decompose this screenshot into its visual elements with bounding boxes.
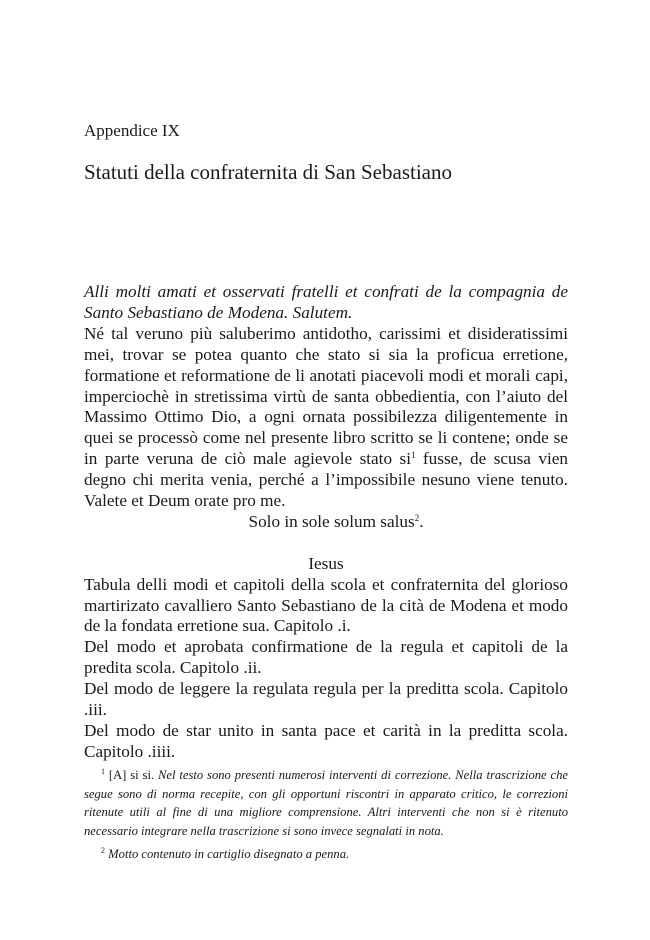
footnote-mark-2: 2 [101, 846, 105, 856]
footnote-ref-2: 2 [414, 512, 420, 523]
footnote-mark-1: 1 [101, 767, 105, 776]
footnote-1-italic: Nel testo sono presenti numerosi interventi di correzione. Nella trascrizione che segue sono di norma recepite, con gli opportuni riscontri in apparato critico, le correzioni ritenute utili al fine di una migliore comprensione. Altri interventi che non si è ritenuto necessario integrare nella trascrizione si sono invece segnalati in nota. [84, 768, 568, 838]
footnote-2 [84, 845, 568, 864]
tabula-entry: Del modo et aprobata confirmatione de la regula et capitoli de la predita scola. Capitolo .ii. [84, 637, 568, 678]
letter-paragraph [84, 324, 568, 512]
motto-text: Solo in sole solum salus [248, 511, 415, 531]
tabula-entry: Del modo de star unito in santa pace et carità in la preditta scola. Capitolo .iiii. [84, 721, 568, 761]
motto-line [84, 512, 568, 533]
footnote-1-plain: [A] si si. [108, 768, 158, 782]
letter-text-part2: fusse, de scusa vien degno chi merita venia, perché a l’impossibile nesuno viene tenuto. Valete et Deum orate pro me. [84, 449, 568, 511]
page-title: Statuti della confraternita di San Sebastiano [84, 160, 452, 184]
tabula-entry: Del modo de leggere la regulata regula per la preditta scola. Capitolo .iii. [84, 679, 568, 720]
footnote-1 [84, 766, 568, 840]
spacer [84, 533, 568, 554]
tabula-entry: Tabula delli modi et capitoli della scola et confraternita del glorioso martirizato cavalliero Santo Sebastiano de la cità de Modena et modo de la fondata erretione sua. Capitolo .i. [84, 574, 568, 636]
letter-text-part1: Né tal veruno più saluberimo antidotho, carissimi et disideratissimi mei, trovar se potea quanto che stato si sia la proficua erretione, formatione et reformatione de li anotati piacevoli modi et morali capi, imperciochè in stretissima virtù de santa obbedientia, con l’aiuto del Massimo Ottimo Dio, a ogni ornata possibilezza diligentemente in quei se processò come nel presente libro scritto se li contene; onde se in parte veruna de ciò male agievole stato si [84, 323, 568, 469]
appendix-label: Appendice IX [84, 121, 180, 140]
dedication: Alli molti amati et osservati fratelli et confrati de la compagnia de Santo Sebastiano de Modena. Salutem. [84, 282, 568, 322]
footnotes [84, 766, 568, 864]
iesus-heading: Iesus [308, 553, 344, 573]
footnote-ref-1: 1 [410, 450, 416, 461]
main-text [84, 282, 568, 763]
footnote-2-italic: Motto contenuto in cartiglio disegnato a penna. [108, 847, 350, 862]
motto-end: . [419, 511, 424, 531]
